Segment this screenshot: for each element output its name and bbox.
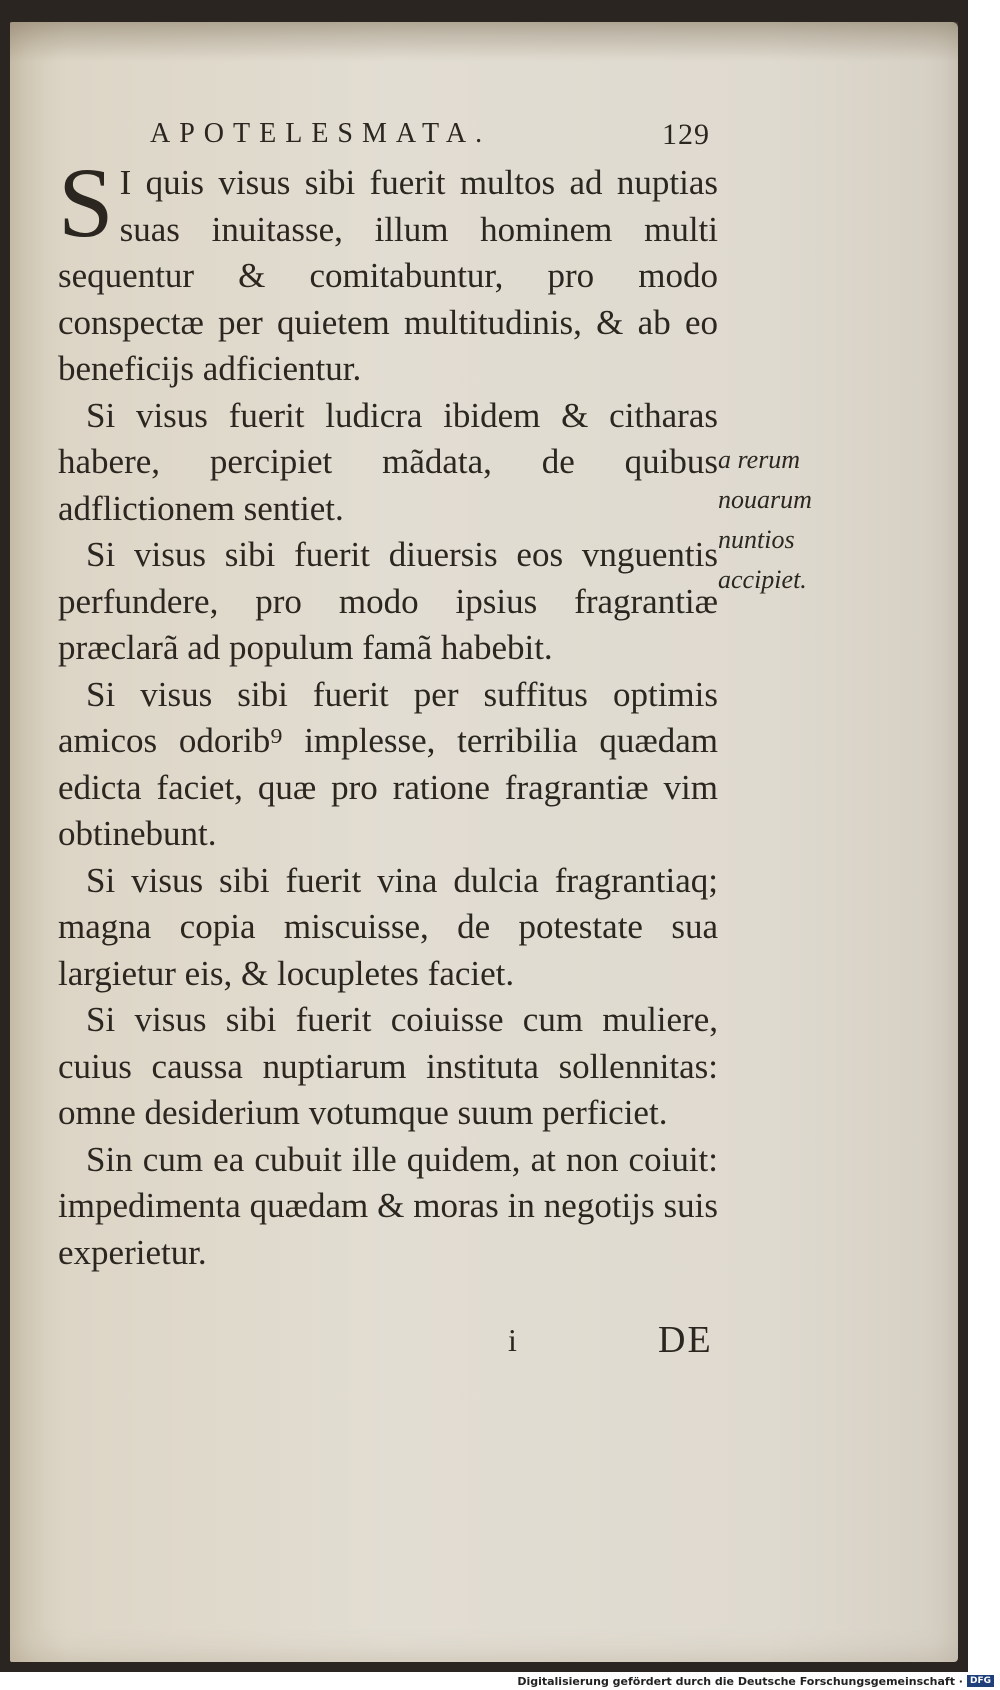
signature-mark: i — [508, 1322, 517, 1358]
marginal-note: a rerum nouarum nuntios accipiet. — [718, 445, 812, 594]
paragraph-2: Si visus fuerit ludicra ibidem & citharas habere, percipiet mãdata, de quibus adflictionem sentiet. — [58, 395, 718, 528]
running-head-title: APOTELESMATA. — [150, 118, 492, 149]
paragraph-3: Si visus sibi fuerit diuersis eos vnguentis perfundere, pro modo ipsius fragrantiæ præclarã ad populum famã habebit. — [58, 535, 718, 667]
digitization-footer — [0, 1672, 1000, 1690]
paragraph-1-text: I quis visus sibi fuerit multos ad nuptias suas inuitasse, illum hominem multi sequentur & comitabuntur, pro modo conspectæ per quietem multitudinis, & ab eo beneficijs adficientur. — [58, 163, 718, 388]
page-shadow — [10, 22, 958, 62]
catchword: DE — [658, 1319, 713, 1361]
dfg-logo-icon: DFG — [967, 1675, 994, 1687]
paragraph-7: Sin cum ea cubuit ille quidem, at non coiuit: impedimenta quædam & moras in negotijs suis experietur. — [58, 1139, 718, 1272]
footer-credit: Digitalisierung gefördert durch die Deutsche Forschungsgemeinschaft · — [517, 1674, 963, 1688]
page-number: 129 — [662, 118, 710, 151]
paragraph-4: Si visus sibi fuerit per suffitus optimis amicos odorib⁹ implesse, terribilia quædam edicta faciet, quæ pro ratione fragrantiæ vim obtinebunt. — [58, 674, 718, 853]
running-head — [150, 118, 710, 152]
paragraph-5: Si visus sibi fuerit vina dulcia fragrantiaq; magna copia miscuisse, de potestate sua largietur eis, & locupletes faciet. — [58, 860, 718, 993]
body-text — [58, 147, 718, 1276]
paragraph-1 — [58, 147, 718, 393]
paragraph-6: Si visus sibi fuerit coiuisse cum muliere, cuius caussa nuptiarum instituta sollennitas: omne desiderium votumque suum perficiet. — [58, 1000, 718, 1132]
drop-cap: S — [58, 147, 114, 258]
